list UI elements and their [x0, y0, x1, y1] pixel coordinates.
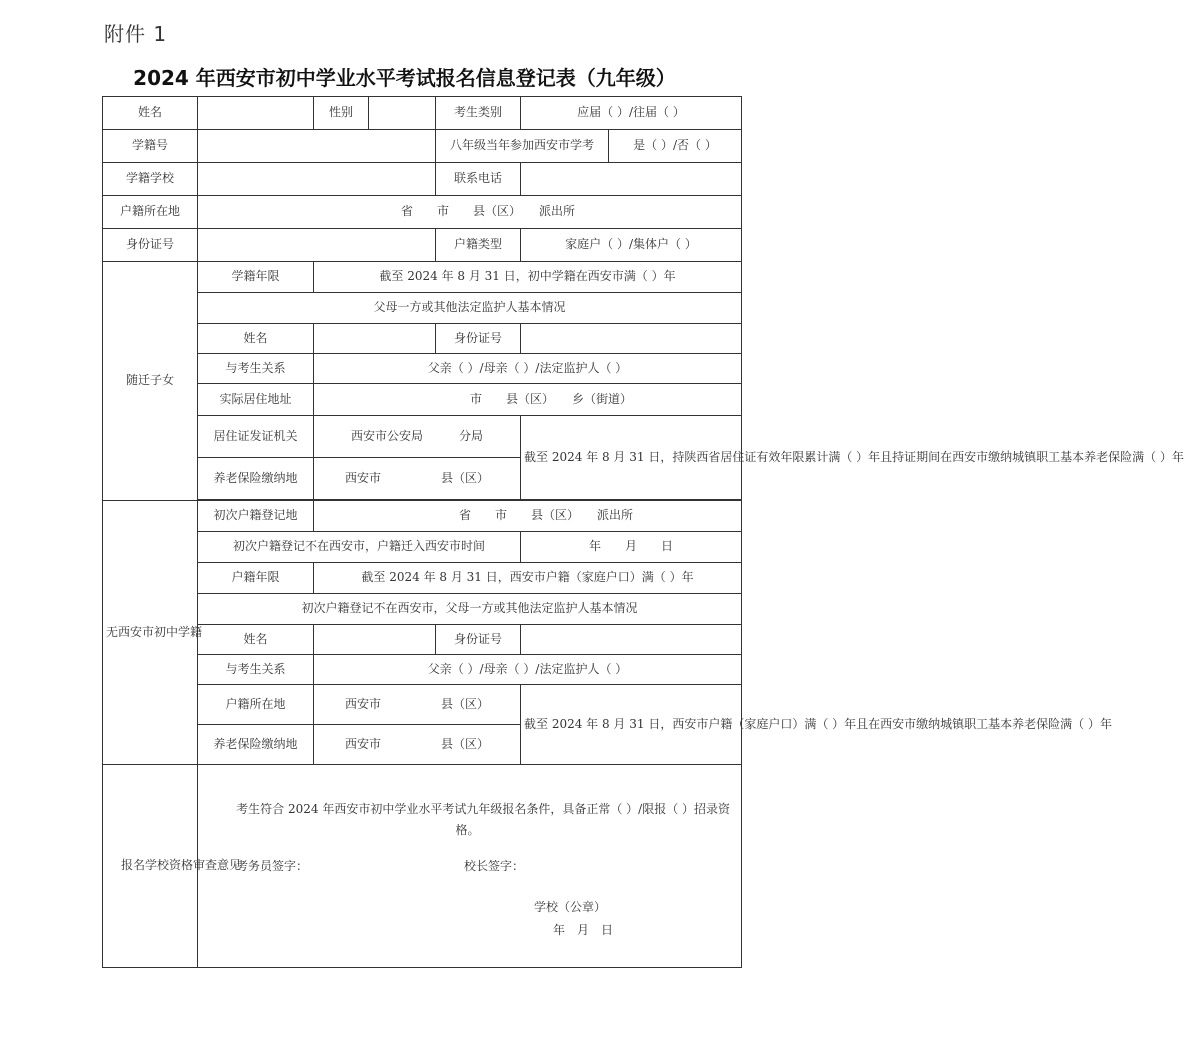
nonlocal-pension-label: 养老保险缴纳地 [198, 725, 314, 765]
migrant-address-field[interactable]: 市 县（区） 乡（街道） [314, 384, 742, 416]
row-nonlocal-guardian-header [103, 594, 742, 625]
moved-time-field[interactable]: 年 月 日 [521, 532, 742, 563]
nonlocal-pension-field[interactable]: 西安市 县（区） [314, 725, 521, 765]
principal-signature-label[interactable]: 校长签字： [464, 859, 525, 873]
nonlocal-guardian-id-label: 身份证号 [436, 625, 521, 655]
row-migrant-guardian-header [103, 293, 742, 324]
gender-label: 性别 [314, 97, 369, 130]
nonlocal-years-value[interactable]: 截至 2024 年 8 月 31 日，西安市户籍（家庭户口）满（ ）年 [314, 563, 742, 594]
row-moved-time [103, 532, 742, 563]
hukou-type-label: 户籍类型 [436, 229, 521, 262]
row-id [103, 229, 742, 262]
gender-field[interactable] [369, 97, 436, 130]
row-migrant-address [103, 384, 742, 416]
first-reg-field[interactable]: 省 市 县（区） 派出所 [314, 501, 742, 532]
nonlocal-guardian-header: 初次户籍登记不在西安市，父母一方或其他法定监护人基本情况 [198, 594, 742, 625]
nonlocal-hukou-field[interactable]: 西安市 县（区） [314, 685, 521, 725]
migrant-address-label: 实际居住地址 [198, 384, 314, 416]
nonlocal-guardian-name-field[interactable] [314, 625, 436, 655]
migrant-relation-label: 与考生关系 [198, 354, 314, 384]
attachment-label: 附件 1 [104, 22, 168, 46]
id-field[interactable] [198, 229, 436, 262]
row-school [103, 163, 742, 196]
migrant-section-label: 随迁子女 [103, 262, 198, 501]
migrant-guardian-name-label: 姓名 [198, 324, 314, 354]
migrant-guardian-name-field[interactable] [314, 324, 436, 354]
row-nonlocal-hukou [103, 685, 742, 725]
student-no-field[interactable] [198, 130, 436, 163]
review-statement: 考生符合 2024 年西安市初中学业水平考试九年级报名条件，具备正常（ ）/限报（ ）招录资格。 [236, 802, 731, 837]
phone-label: 联系电话 [436, 163, 521, 196]
student-no-label: 学籍号 [103, 130, 198, 163]
row-nonlocal-relation [103, 655, 742, 685]
review-date-label[interactable]: 年 月 日 [553, 923, 614, 937]
school-seal-label: 学校（公章） [534, 900, 607, 914]
row-migrant-permit [103, 416, 742, 458]
hukou-place-label: 户籍所在地 [103, 196, 198, 229]
migrant-years-value[interactable]: 截至 2024 年 8 月 31 日，初中学籍在西安市满（ ）年 [314, 262, 742, 293]
nonlocal-guardian-name-label: 姓名 [198, 625, 314, 655]
school-label: 学籍学校 [103, 163, 198, 196]
review-label: 报名学校资格审查意见 [103, 765, 198, 968]
migrant-permit-field[interactable]: 西安市公安局 分局 [314, 416, 521, 458]
migrant-residence-note[interactable]: 截至 2024 年 8 月 31 日，持陕西省居住证有效年限累计满（ ）年且持证期间在西安市缴纳城镇职工基本养老保险满（ ）年 [521, 416, 742, 500]
row-migrant-guardian-name [103, 324, 742, 354]
migrant-years-label: 学籍年限 [198, 262, 314, 293]
migrant-guardian-id-field[interactable] [521, 324, 742, 354]
nonlocal-hukou-label: 户籍所在地 [198, 685, 314, 725]
row-hukou-place [103, 196, 742, 229]
registration-form-table [102, 96, 1184, 968]
migrant-pension-label: 养老保险缴纳地 [198, 458, 314, 500]
grade8-exam-label: 八年级当年参加西安市学考 [436, 130, 609, 163]
row-review [103, 765, 742, 968]
migrant-relation-options[interactable]: 父亲（ ）/母亲（ ）/法定监护人（ ） [314, 354, 742, 384]
nonlocal-hukou-note[interactable]: 截至 2024 年 8 月 31 日，西安市户籍（家庭户口）满（ ）年且在西安市缴纳城镇职工基本养老保险满（ ）年 [521, 685, 742, 765]
category-label: 考生类别 [436, 97, 521, 130]
first-reg-label: 初次户籍登记地 [198, 501, 314, 532]
hukou-type-options[interactable]: 家庭户（ ）/集体户（ ） [521, 229, 742, 262]
row-nonlocal-years [103, 563, 742, 594]
id-label: 身份证号 [103, 229, 198, 262]
name-label: 姓名 [103, 97, 198, 130]
migrant-guardian-id-label: 身份证号 [436, 324, 521, 354]
row-migrant-relation [103, 354, 742, 384]
review-area [198, 765, 742, 968]
nonlocal-years-label: 户籍年限 [198, 563, 314, 594]
migrant-permit-label: 居住证发证机关 [198, 416, 314, 458]
grade8-exam-options[interactable]: 是（ ）/否（ ） [609, 130, 742, 163]
nonlocal-guardian-id-field[interactable] [521, 625, 742, 655]
nonlocal-relation-options[interactable]: 父亲（ ）/母亲（ ）/法定监护人（ ） [314, 655, 742, 685]
row-name [103, 97, 742, 130]
migrant-pension-field[interactable]: 西安市 县（区） [314, 458, 521, 500]
row-student-no [103, 130, 742, 163]
nonlocal-section-label: 无西安市初中学籍 [103, 501, 198, 765]
category-options[interactable]: 应届（ ）/往届（ ） [521, 97, 742, 130]
row-first-reg [103, 501, 742, 532]
school-field[interactable] [198, 163, 436, 196]
migrant-guardian-header: 父母一方或其他法定监护人基本情况 [198, 293, 742, 324]
row-migrant-years [103, 262, 742, 293]
form-title: 2024 年西安市初中学业水平考试报名信息登记表（九年级） [133, 66, 676, 90]
moved-time-label: 初次户籍登记不在西安市，户籍迁入西安市时间 [198, 532, 521, 563]
officer-signature-label[interactable]: 考务员签字： [236, 859, 309, 873]
nonlocal-relation-label: 与考生关系 [198, 655, 314, 685]
hukou-place-field[interactable]: 省 市 县（区） 派出所 [198, 196, 742, 229]
name-field[interactable] [198, 97, 314, 130]
phone-field[interactable] [521, 163, 742, 196]
